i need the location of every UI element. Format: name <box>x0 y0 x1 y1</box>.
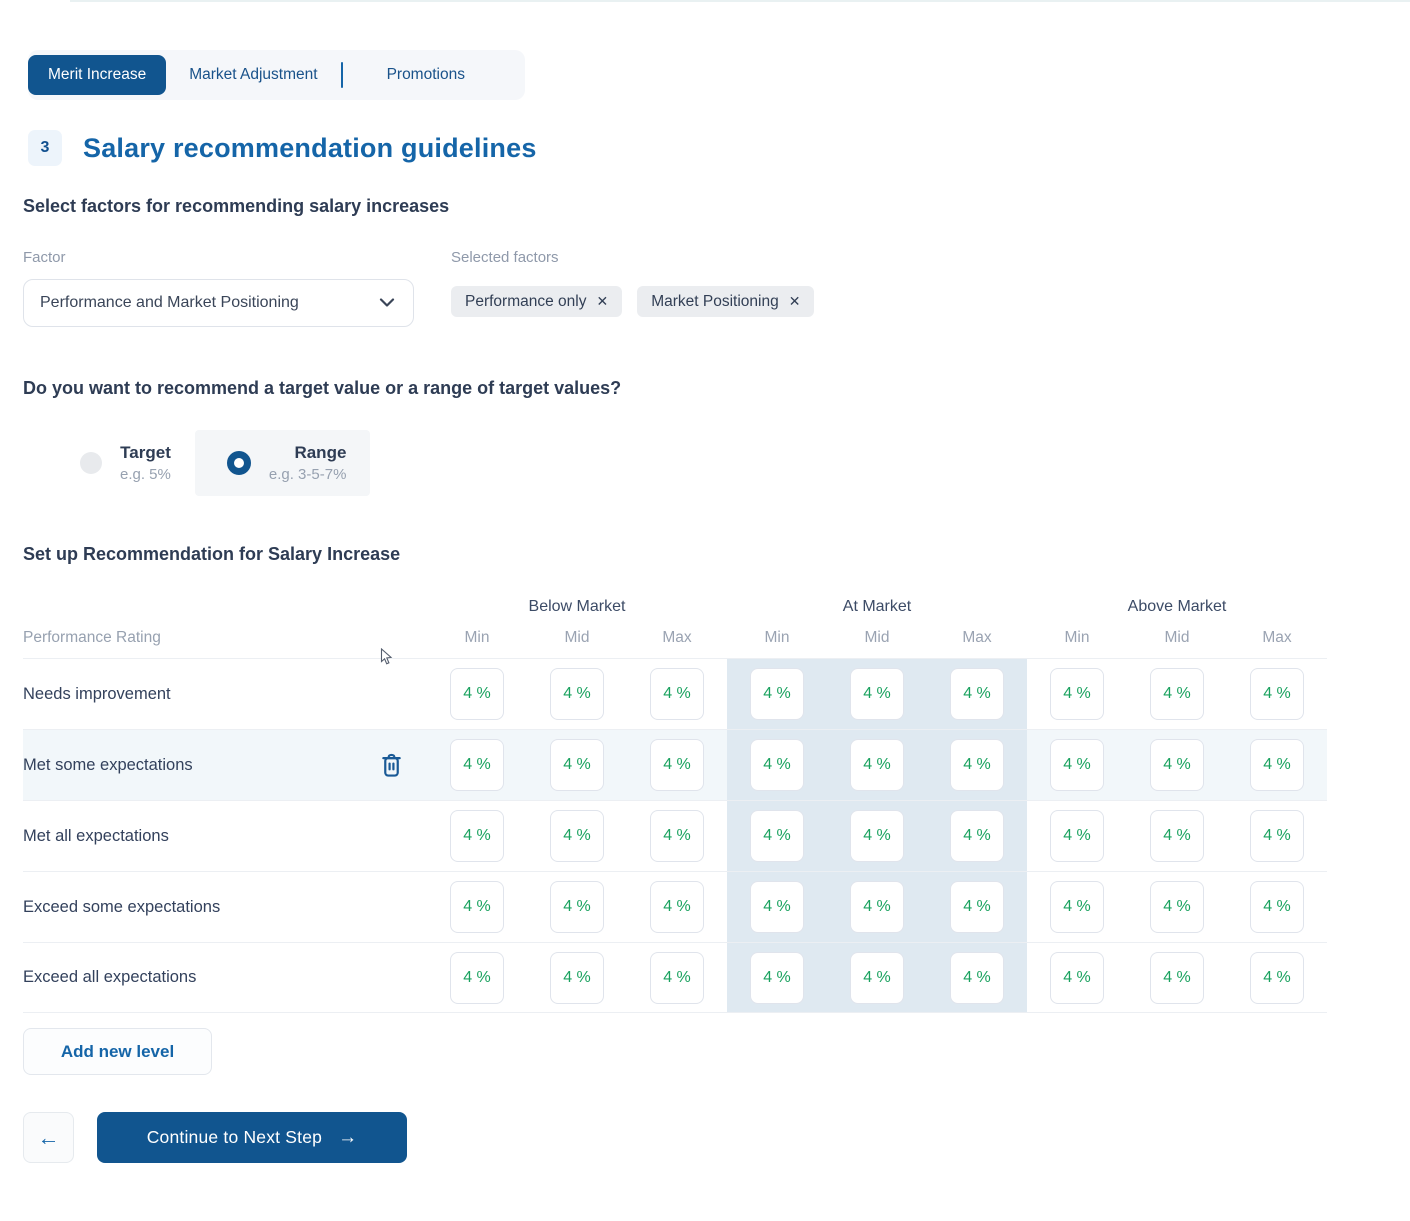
value-input[interactable]: 4 % <box>1250 810 1304 862</box>
value-input[interactable]: 4 % <box>1150 668 1204 720</box>
value-input[interactable]: 4 % <box>750 739 804 791</box>
target-range-radio-group <box>80 430 370 496</box>
value-input[interactable]: 4 % <box>1150 739 1204 791</box>
factor-field <box>23 249 414 327</box>
value-input[interactable]: 4 % <box>850 952 904 1004</box>
value-cell <box>527 729 627 800</box>
selected-factors-label: Selected factors <box>451 249 559 266</box>
table-section-heading: Set up Recommendation for Salary Increase <box>23 544 401 564</box>
value-cell <box>727 658 827 729</box>
value-cell <box>1027 942 1127 1013</box>
value-cell <box>827 942 927 1013</box>
value-cell <box>727 871 827 942</box>
value-input[interactable]: 4 % <box>1150 952 1204 1004</box>
tab-bar <box>28 50 525 100</box>
value-cell <box>427 942 527 1013</box>
value-input[interactable]: 4 % <box>950 739 1004 791</box>
value-input[interactable]: 4 % <box>1050 810 1104 862</box>
selected-factors-chips <box>451 286 814 317</box>
column-group-below-market: Below Market <box>528 598 626 615</box>
value-cell <box>427 658 527 729</box>
value-cell <box>527 871 627 942</box>
value-input[interactable]: 4 % <box>1050 668 1104 720</box>
page-title: Salary recommendation guidelines <box>83 132 537 163</box>
value-input[interactable]: 4 % <box>450 881 504 933</box>
table-row-label-exceed-all-expectations <box>23 942 427 1013</box>
back-arrow-icon: ← <box>37 1124 60 1150</box>
value-input[interactable]: 4 % <box>450 739 504 791</box>
add-new-level-button[interactable]: Add new level <box>23 1028 212 1075</box>
value-input[interactable]: 4 % <box>550 668 604 720</box>
value-cell <box>827 871 927 942</box>
delete-row-icon[interactable] <box>380 753 403 778</box>
value-input[interactable]: 4 % <box>550 881 604 933</box>
back-button[interactable] <box>23 1112 74 1163</box>
value-input[interactable]: 4 % <box>650 668 704 720</box>
value-input[interactable]: 4 % <box>750 952 804 1004</box>
radio-option-target[interactable] <box>80 430 195 496</box>
value-input[interactable]: 4 % <box>950 810 1004 862</box>
tab-market-adjustment[interactable]: Market Adjustment <box>189 66 318 83</box>
row-label-text: Needs improvement <box>23 684 171 703</box>
range-option-example: e.g. 3-5-7% <box>268 466 347 483</box>
value-input[interactable]: 4 % <box>650 810 704 862</box>
chip-market-positioning[interactable] <box>637 286 814 317</box>
value-input[interactable]: 4 % <box>750 810 804 862</box>
target-range-question: Do you want to recommend a target value or a range of target values? <box>23 378 622 398</box>
value-input[interactable]: 4 % <box>550 810 604 862</box>
factor-label: Factor <box>23 249 66 266</box>
value-input[interactable]: 4 % <box>550 739 604 791</box>
chip-label: Market Positioning <box>651 292 779 310</box>
value-cell <box>1127 942 1227 1013</box>
row-label-text: Exceed all expectations <box>23 968 197 986</box>
chip-close-icon[interactable]: ✕ <box>788 293 801 309</box>
value-input[interactable]: 4 % <box>1150 881 1204 933</box>
value-cell <box>927 729 1027 800</box>
value-cell <box>1227 871 1327 942</box>
value-cell <box>927 658 1027 729</box>
recommendation-table <box>23 596 1327 1013</box>
table-row-label-needs-improvement <box>23 658 427 729</box>
radio-unselected-icon[interactable] <box>80 452 102 474</box>
mouse-cursor <box>380 648 393 671</box>
step-number-badge: 3 <box>28 130 62 166</box>
value-input[interactable]: 4 % <box>850 810 904 862</box>
value-input[interactable]: 4 % <box>450 668 504 720</box>
target-option-label: Target <box>120 443 171 462</box>
column-at-market-max: Max <box>962 629 992 646</box>
radio-option-range[interactable] <box>195 430 371 496</box>
value-cell <box>1027 871 1127 942</box>
chip-close-icon[interactable]: ✕ <box>596 293 609 309</box>
value-input[interactable]: 4 % <box>950 668 1004 720</box>
column-below-market-mid: Mid <box>564 629 590 646</box>
value-cell <box>1227 729 1327 800</box>
step-heading-row <box>28 130 537 166</box>
tab-merit-increase[interactable]: Merit Increase <box>28 55 166 95</box>
value-input[interactable]: 4 % <box>650 881 704 933</box>
value-input[interactable]: 4 % <box>1250 668 1304 720</box>
value-input[interactable]: 4 % <box>850 739 904 791</box>
value-cell <box>727 942 827 1013</box>
tab-promotions[interactable]: Promotions <box>386 66 465 83</box>
value-cell <box>1227 942 1327 1013</box>
column-at-market-min: Min <box>764 629 790 646</box>
value-cell <box>927 942 1027 1013</box>
column-below-market-max: Max <box>662 629 692 646</box>
value-cell <box>1127 871 1227 942</box>
row-label-text: Met some expectations <box>23 755 193 774</box>
value-input[interactable]: 4 % <box>750 881 804 933</box>
value-cell <box>727 800 827 871</box>
value-cell <box>1227 800 1327 871</box>
value-input[interactable]: 4 % <box>1050 952 1104 1004</box>
column-above-market-mid: Mid <box>1164 629 1190 646</box>
value-input[interactable]: 4 % <box>850 881 904 933</box>
chevron-down-icon <box>379 298 395 308</box>
target-option-example: e.g. 5% <box>120 466 171 483</box>
window-top-border <box>70 0 1410 2</box>
value-cell <box>1027 658 1127 729</box>
value-cell <box>427 871 527 942</box>
table-row-label-exceed-some-expectations <box>23 871 427 942</box>
table-row-label-met-all-expectations <box>23 800 427 871</box>
row-header-label: Performance Rating <box>23 629 161 646</box>
range-option-label: Range <box>294 443 347 462</box>
value-input[interactable]: 4 % <box>950 952 1004 1004</box>
value-cell <box>827 729 927 800</box>
value-input[interactable]: 4 % <box>1050 881 1104 933</box>
value-input[interactable]: 4 % <box>450 952 504 1004</box>
value-cell <box>627 658 727 729</box>
value-cell <box>1127 729 1227 800</box>
value-input[interactable]: 4 % <box>1250 952 1304 1004</box>
value-cell <box>1027 729 1127 800</box>
column-above-market-min: Min <box>1064 629 1090 646</box>
value-cell <box>1027 800 1127 871</box>
value-input[interactable]: 4 % <box>1250 739 1304 791</box>
column-group-above-market: Above Market <box>1127 598 1227 615</box>
value-cell <box>827 658 927 729</box>
value-input[interactable]: 4 % <box>950 881 1004 933</box>
value-cell <box>627 729 727 800</box>
table-row-label-met-some-expectations <box>23 729 427 800</box>
value-cell <box>927 800 1027 871</box>
value-cell <box>527 658 627 729</box>
value-cell <box>427 800 527 871</box>
value-cell <box>827 800 927 871</box>
value-input[interactable]: 4 % <box>1250 881 1304 933</box>
value-input[interactable]: 4 % <box>1050 739 1104 791</box>
value-input[interactable]: 4 % <box>450 810 504 862</box>
value-cell <box>627 800 727 871</box>
value-cell <box>627 942 727 1013</box>
value-cell <box>1127 658 1227 729</box>
forward-arrow-icon: → <box>338 1126 358 1148</box>
row-label-text: Exceed some expectations <box>23 897 221 916</box>
radio-selected-icon[interactable] <box>227 451 251 475</box>
value-cell <box>427 729 527 800</box>
group-header-spacer <box>23 596 427 624</box>
chip-performance-only[interactable] <box>451 286 622 317</box>
column-below-market-min: Min <box>464 629 490 646</box>
value-cell <box>727 729 827 800</box>
column-group-at-market: At Market <box>842 598 912 615</box>
column-above-market-max: Max <box>1262 629 1292 646</box>
continue-button[interactable] <box>97 1112 407 1163</box>
column-at-market-mid: Mid <box>864 629 890 646</box>
value-input[interactable]: 4 % <box>1150 810 1204 862</box>
value-cell <box>627 871 727 942</box>
chip-label: Performance only <box>465 292 587 310</box>
value-cell <box>1127 800 1227 871</box>
value-input[interactable]: 4 % <box>850 668 904 720</box>
value-cell <box>927 871 1027 942</box>
value-cell <box>527 942 627 1013</box>
factors-section-heading: Select factors for recommending salary increases <box>23 196 450 216</box>
factor-select[interactable] <box>23 279 414 327</box>
value-cell <box>1227 658 1327 729</box>
value-input[interactable]: 4 % <box>550 952 604 1004</box>
selected-factors-field <box>451 249 814 317</box>
value-input[interactable]: 4 % <box>650 739 704 791</box>
value-input[interactable]: 4 % <box>650 952 704 1004</box>
row-label-text: Met all expectations <box>23 826 169 845</box>
value-input[interactable]: 4 % <box>750 668 804 720</box>
continue-button-label: Continue to Next Step <box>146 1127 323 1147</box>
footer-actions <box>23 1112 407 1163</box>
factor-select-value: Performance and Market Positioning <box>40 294 299 311</box>
value-cell <box>527 800 627 871</box>
